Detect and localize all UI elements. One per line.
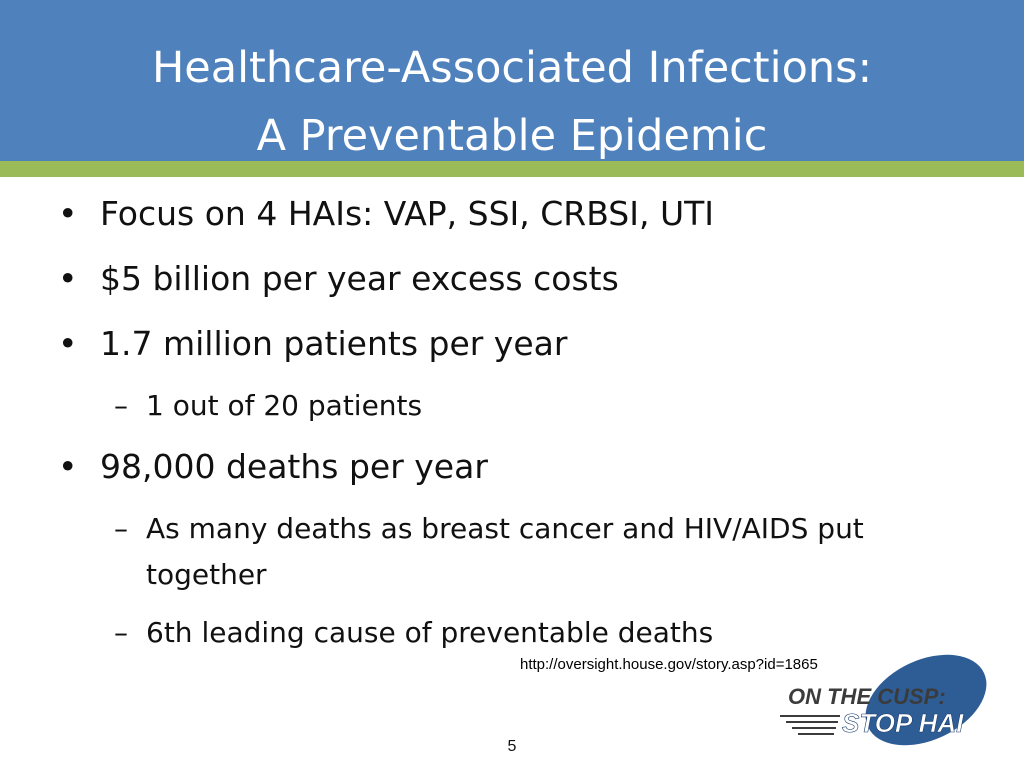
logo-text-line-2: STOP HAI	[842, 708, 964, 738]
bullet-text: 1.7 million patients per year	[100, 324, 568, 363]
sub-bullet-item	[114, 610, 714, 656]
bullet-text: $5 billion per year excess costs	[100, 259, 619, 298]
bullet-item	[58, 324, 568, 364]
sub-bullet-item	[114, 383, 423, 429]
bullet-text: 98,000 deaths per year	[100, 447, 488, 486]
bullet-item	[58, 259, 619, 299]
logo-text-line-1: ON THE CUSP:	[788, 684, 946, 709]
sub-bullet-item	[114, 506, 976, 598]
bullet-dot: •	[58, 194, 78, 233]
sub-bullet-text: 1 out of 20 patients	[146, 389, 423, 422]
bullet-dot: •	[58, 259, 78, 298]
sub-bullet-dash: –	[114, 389, 128, 422]
page-number: 5	[507, 738, 517, 755]
source-citation: http://oversight.house.gov/story.asp?id=1865	[520, 656, 818, 673]
speed-lines	[780, 716, 840, 734]
bullet-dot: •	[58, 447, 78, 486]
slide-title-line-1: Healthcare-Associated Infections:	[151, 43, 873, 93]
sub-bullet-dash: –	[114, 512, 128, 545]
bullet-dot: •	[58, 324, 78, 363]
bullet-text: Focus on 4 HAIs: VAP, SSI, CRBSI, UTI	[100, 194, 714, 233]
sub-bullet-dash: –	[114, 616, 128, 649]
bullet-item	[58, 194, 714, 234]
sub-bullet-text: As many deaths as breast cancer and HIV/AIDS put together	[146, 512, 864, 591]
bullet-item	[58, 447, 488, 487]
sub-bullet-text: 6th leading cause of preventable deaths	[146, 616, 714, 649]
slide-title-line-2: A Preventable Epidemic	[256, 111, 768, 161]
